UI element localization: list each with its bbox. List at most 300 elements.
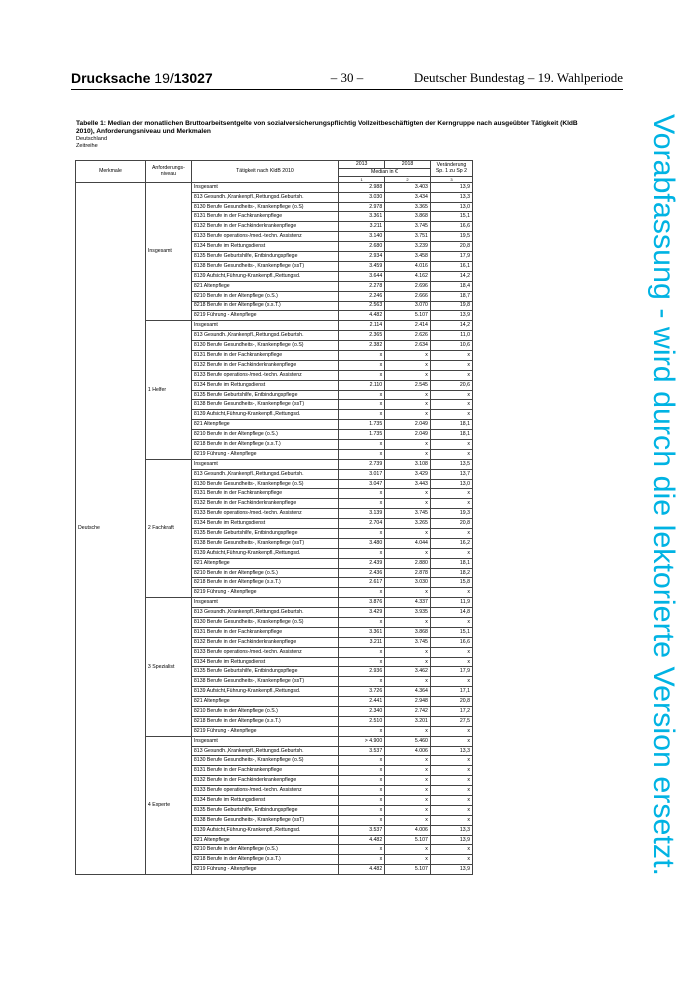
value-2013-cell: 3.361 [339,212,385,222]
value-2018-cell: 3.745 [385,222,431,232]
change-cell: x [430,845,472,855]
change-cell: x [430,776,472,786]
activity-cell: 8139 Aufsicht,Führung-Krankenpfl.,Rettungsd. [191,687,338,697]
change-cell: 14,8 [430,608,472,618]
header-change: Veränderung Sp. 1 zu Sp 2 [430,161,472,177]
change-cell: 14,2 [430,321,472,331]
value-2018-cell: 3.868 [385,212,431,222]
value-2018-cell: x [385,776,431,786]
value-2013-cell: x [339,805,385,815]
value-2013-cell: 3.361 [339,627,385,637]
value-2013-cell: x [339,657,385,667]
change-cell: x [430,805,472,815]
header-col-1: 1 [339,176,385,182]
value-2018-cell: x [385,499,431,509]
change-cell: 13,3 [430,825,472,835]
value-2013-cell: 3.030 [339,192,385,202]
value-2013-cell: 2.936 [339,667,385,677]
value-2018-cell: 3.462 [385,667,431,677]
value-2013-cell: x [339,499,385,509]
value-2013-cell: 2.978 [339,202,385,212]
value-2013-cell: 1.735 [339,430,385,440]
activity-cell: 8130 Berufe Gesundheits-, Krankenpflege (o.S) [191,202,338,212]
value-2013-cell: x [339,766,385,776]
header-year-2013: 2013 [339,161,385,169]
change-cell: 18,1 [430,430,472,440]
value-2013-cell: 2.382 [339,341,385,351]
change-cell: 17,9 [430,667,472,677]
value-2018-cell: 4.364 [385,687,431,697]
activity-cell: 8135 Berufe Geburtshilfe, Entbindungspflege [191,667,338,677]
change-cell: x [430,647,472,657]
activity-cell: 8218 Berufe in der Altenpflege (s.s.T.) [191,301,338,311]
value-2018-cell: 5.107 [385,311,431,321]
value-2018-cell: x [385,845,431,855]
activity-cell: 8138 Berufe Gesundheits-, Krankenpflege (ssT) [191,677,338,687]
value-2018-cell: x [385,796,431,806]
value-2013-cell: 2.680 [339,242,385,252]
change-cell: x [430,360,472,370]
table-title: Tabelle 1: Median der monatlichen Bruttoarbeitsentgelte von sozialversicherungspflichtig Vollzeitbeschäftigten der Kerngruppe nach ausgeübter Tätigkeit (KldB 2010), Anforderungsniveau und Merkmalen [76,120,578,135]
change-cell: x [430,400,472,410]
value-2018-cell: x [385,370,431,380]
activity-cell: Insgesamt [191,182,338,192]
change-cell: 13,9 [430,182,472,192]
value-2013-cell: 2.365 [339,331,385,341]
activity-cell: 813 Gesundh.,Krankenpfl.,Rettungsd.Geburtsh. [191,746,338,756]
value-2013-cell: x [339,677,385,687]
change-cell: x [430,756,472,766]
change-cell: 19,8 [430,301,472,311]
activity-cell: 8133 Berufe operations-/med.-techn. Assistenz [191,647,338,657]
change-cell: 16,1 [430,261,472,271]
activity-cell: 8130 Berufe Gesundheits-, Krankenpflege (o.S) [191,618,338,628]
value-2018-cell: x [385,618,431,628]
value-2018-cell: 4.016 [385,261,431,271]
header-merkmale: Merkmale [76,161,146,183]
activity-cell: 8130 Berufe Gesundheits-, Krankenpflege (o.S) [191,756,338,766]
activity-cell: 8132 Berufe in der Fachkinderkrankenpflege [191,222,338,232]
change-cell: 14,2 [430,271,472,281]
value-2013-cell: 3.017 [339,469,385,479]
level-cell: Insgesamt [145,182,191,320]
page-header [71,64,623,90]
change-cell: 13,7 [430,469,472,479]
drucksache-label: Drucksache 19/13027 [71,70,213,86]
value-2018-cell: x [385,786,431,796]
activity-cell: 8138 Berufe Gesundheits-, Krankenpflege (ssT) [191,815,338,825]
activity-cell: 8210 Berufe in der Altenpflege (o.S.) [191,707,338,717]
value-2018-cell: 2.742 [385,707,431,717]
change-cell: 17,2 [430,707,472,717]
activity-cell: 8134 Berufe im Rettungsdienst [191,519,338,529]
change-cell: 16,2 [430,538,472,548]
value-2013-cell: x [339,618,385,628]
value-2018-cell: 2.666 [385,291,431,301]
change-cell: x [430,796,472,806]
value-2018-cell: 2.696 [385,281,431,291]
value-2018-cell: x [385,350,431,360]
change-cell: x [430,786,472,796]
value-2018-cell: 3.745 [385,509,431,519]
level-cell: 4 Experte [145,736,191,874]
value-2018-cell: x [385,400,431,410]
value-2018-cell: 2.880 [385,558,431,568]
value-2018-cell: 3.201 [385,716,431,726]
change-cell: 20,8 [430,697,472,707]
activity-cell: 8133 Berufe operations-/med.-techn. Assistenz [191,232,338,242]
activity-cell: 8210 Berufe in der Altenpflege (o.S.) [191,568,338,578]
value-2013-cell: x [339,439,385,449]
change-cell: x [430,439,472,449]
value-2018-cell: 3.403 [385,182,431,192]
value-2013-cell: 2.278 [339,281,385,291]
activity-cell: Insgesamt [191,459,338,469]
value-2018-cell: 2.545 [385,380,431,390]
table-body [76,182,473,874]
activity-cell: 8219 Führung - Altenpflege [191,311,338,321]
activity-cell: 821 Altenpflege [191,558,338,568]
value-2013-cell: 1.735 [339,420,385,430]
change-cell: x [430,548,472,558]
activity-cell: 8218 Berufe in der Altenpflege (s.s.T.) [191,855,338,865]
value-2018-cell: 3.108 [385,459,431,469]
value-2013-cell: 2.114 [339,321,385,331]
activity-cell: 8132 Berufe in der Fachkinderkrankenpflege [191,360,338,370]
change-cell: x [430,766,472,776]
level-cell: 1 Helfer [145,321,191,459]
activity-cell: 8210 Berufe in der Altenpflege (o.S.) [191,845,338,855]
level-cell: 3 Spezialist [145,598,191,736]
value-2013-cell: x [339,410,385,420]
watermark-text: Vorabfassung - wird durch die lektorierte Version ersetzt. [647,114,680,867]
value-2018-cell: x [385,360,431,370]
activity-cell: Insgesamt [191,736,338,746]
value-2018-cell: x [385,815,431,825]
activity-cell: 821 Altenpflege [191,697,338,707]
activity-cell: 813 Gesundh.,Krankenpfl.,Rettungsd.Geburtsh. [191,608,338,618]
value-2013-cell: 2.436 [339,568,385,578]
value-2018-cell: 3.458 [385,252,431,262]
activity-cell: 8131 Berufe in der Fachkrankenpflege [191,212,338,222]
value-2018-cell: 4.006 [385,746,431,756]
change-cell: 11,9 [430,598,472,608]
change-cell: 13,3 [430,192,472,202]
value-2018-cell: x [385,410,431,420]
activity-cell: 8138 Berufe Gesundheits-, Krankenpflege (ssT) [191,538,338,548]
value-2018-cell: 3.434 [385,192,431,202]
value-2013-cell: 3.644 [339,271,385,281]
activity-cell: 813 Gesundh.,Krankenpfl.,Rettungsd.Geburtsh. [191,192,338,202]
value-2018-cell: 3.030 [385,578,431,588]
activity-cell: 8133 Berufe operations-/med.-techn. Assistenz [191,370,338,380]
value-2013-cell: 3.537 [339,825,385,835]
value-2013-cell: 3.211 [339,222,385,232]
change-cell: 13,3 [430,746,472,756]
activity-cell: 8210 Berufe in der Altenpflege (o.S.) [191,291,338,301]
value-2018-cell: x [385,677,431,687]
value-2018-cell: x [385,588,431,598]
change-cell: 16,6 [430,222,472,232]
value-2018-cell: 5.460 [385,736,431,746]
activity-cell: 8219 Führung - Altenpflege [191,588,338,598]
value-2018-cell: 3.365 [385,202,431,212]
value-2013-cell: 3.876 [339,598,385,608]
value-2018-cell: 3.745 [385,637,431,647]
change-cell: 13,0 [430,202,472,212]
change-cell: x [430,736,472,746]
change-cell: 13,0 [430,479,472,489]
value-2018-cell: 3.265 [385,519,431,529]
value-2013-cell: x [339,390,385,400]
activity-cell: 8219 Führung - Altenpflege [191,449,338,459]
value-2018-cell: x [385,647,431,657]
merkmal-cell: Deutsche [76,182,146,874]
value-2013-cell: 2.617 [339,578,385,588]
activity-cell: 8139 Aufsicht,Führung-Krankenpfl.,Rettungsd. [191,548,338,558]
header-year-2018: 2018 [385,161,431,169]
value-2018-cell: 5.107 [385,835,431,845]
activity-cell: 8134 Berufe im Rettungsdienst [191,242,338,252]
value-2018-cell: 4.044 [385,538,431,548]
activity-cell: 813 Gesundh.,Krankenpfl.,Rettungsd.Geburtsh. [191,469,338,479]
change-cell: 20,8 [430,242,472,252]
value-2013-cell: 2.340 [339,707,385,717]
header-rule [71,89,623,90]
change-cell: 13,9 [430,835,472,845]
value-2013-cell: x [339,528,385,538]
value-2013-cell: 3.537 [339,746,385,756]
value-2013-cell: 2.704 [339,519,385,529]
activity-cell: 8135 Berufe Geburtshilfe, Entbindungspflege [191,390,338,400]
activity-cell: 8218 Berufe in der Altenpflege (s.s.T.) [191,439,338,449]
value-2018-cell: x [385,390,431,400]
draft-watermark [642,112,697,882]
change-cell: 27,5 [430,716,472,726]
change-cell: 18,1 [430,420,472,430]
change-cell: x [430,410,472,420]
change-cell: x [430,489,472,499]
header-taetigkeit: Tätigkeit nach KldB 2010 [191,161,338,183]
value-2018-cell: x [385,805,431,815]
value-2013-cell: > 4.900 [339,736,385,746]
value-2018-cell: 3.935 [385,608,431,618]
header-col-2: 2 [385,176,431,182]
change-cell: x [430,588,472,598]
change-cell: 17,1 [430,687,472,697]
value-2018-cell: 3.868 [385,627,431,637]
change-cell: 15,1 [430,212,472,222]
activity-cell: 8133 Berufe operations-/med.-techn. Assistenz [191,786,338,796]
change-cell: 18,2 [430,568,472,578]
change-cell: x [430,815,472,825]
change-cell: 13,9 [430,311,472,321]
activity-cell: 8138 Berufe Gesundheits-, Krankenpflege (ssT) [191,400,338,410]
activity-cell: 8134 Berufe im Rettungsdienst [191,380,338,390]
value-2018-cell: 4.006 [385,825,431,835]
value-2013-cell: x [339,489,385,499]
value-2013-cell: x [339,370,385,380]
change-cell: 13,5 [430,459,472,469]
activity-cell: 821 Altenpflege [191,420,338,430]
activity-cell: 8130 Berufe Gesundheits-, Krankenpflege (o.S) [191,341,338,351]
value-2013-cell: x [339,845,385,855]
value-2018-cell: 4.337 [385,598,431,608]
value-2013-cell: 4.482 [339,311,385,321]
change-cell: 17,9 [430,252,472,262]
value-2018-cell: 2.948 [385,697,431,707]
value-2018-cell: 2.878 [385,568,431,578]
activity-cell: 8135 Berufe Geburtshilfe, Entbindungspflege [191,805,338,815]
value-2018-cell: x [385,766,431,776]
activity-cell: 8131 Berufe in der Fachkrankenpflege [191,350,338,360]
change-cell: 18,7 [430,291,472,301]
value-2018-cell: x [385,657,431,667]
page-number: – 30 – [330,70,364,85]
change-cell: x [430,449,472,459]
activity-cell: 8132 Berufe in der Fachkinderkrankenpflege [191,637,338,647]
value-2018-cell: 3.443 [385,479,431,489]
value-2018-cell: 2.626 [385,331,431,341]
value-2013-cell: 2.510 [339,716,385,726]
activity-cell: 8131 Berufe in der Fachkrankenpflege [191,627,338,637]
value-2013-cell: 4.482 [339,835,385,845]
value-2018-cell: x [385,449,431,459]
change-cell: 19,5 [430,232,472,242]
change-cell: x [430,370,472,380]
change-cell: 18,1 [430,558,472,568]
change-cell: 18,4 [430,281,472,291]
change-cell: x [430,677,472,687]
value-2013-cell: 3.047 [339,479,385,489]
change-cell: 13,9 [430,865,472,875]
activity-cell: 8218 Berufe in der Altenpflege (s.s.T.) [191,578,338,588]
value-2018-cell: x [385,528,431,538]
table-row [76,182,473,192]
value-2013-cell: 2.563 [339,301,385,311]
value-2018-cell: 3.070 [385,301,431,311]
value-2013-cell: 4.482 [339,865,385,875]
header-col-3: 3 [430,176,472,182]
value-2013-cell: x [339,756,385,766]
change-cell: x [430,528,472,538]
value-2013-cell: x [339,400,385,410]
value-2013-cell: x [339,815,385,825]
activity-cell: 8133 Berufe operations-/med.-techn. Assistenz [191,509,338,519]
value-2018-cell: x [385,726,431,736]
change-cell: x [430,855,472,865]
value-2013-cell: x [339,726,385,736]
change-cell: 15,1 [430,627,472,637]
level-cell: 2 Fachkraft [145,459,191,597]
value-2018-cell: 2.634 [385,341,431,351]
value-2013-cell: 3.480 [339,538,385,548]
activity-cell: 8139 Aufsicht,Führung-Krankenpfl.,Rettungsd. [191,410,338,420]
value-2013-cell: x [339,449,385,459]
table-region: Deutschland [76,136,108,142]
change-cell: x [430,618,472,628]
activity-cell: 8135 Berufe Geburtshilfe, Entbindungspflege [191,528,338,538]
value-2013-cell: 2.441 [339,697,385,707]
header-median: Median in € [339,168,431,176]
value-2018-cell: 3.751 [385,232,431,242]
value-2013-cell: x [339,588,385,598]
change-cell: x [430,390,472,400]
value-2018-cell: 5.107 [385,865,431,875]
institution-label: Deutscher Bundestag – 19. Wahlperiode [413,70,623,85]
value-2018-cell: x [385,489,431,499]
value-2013-cell: x [339,796,385,806]
activity-cell: 8132 Berufe in der Fachkinderkrankenpflege [191,499,338,509]
activity-cell: 8219 Führung - Altenpflege [191,865,338,875]
value-2013-cell: x [339,647,385,657]
value-2013-cell: x [339,776,385,786]
value-2013-cell: 3.459 [339,261,385,271]
change-cell: 11,0 [430,331,472,341]
activity-cell: 8135 Berufe Geburtshilfe, Entbindungspflege [191,252,338,262]
activity-cell: 8134 Berufe im Rettungsdienst [191,796,338,806]
table-caption [76,120,596,150]
activity-cell: 821 Altenpflege [191,835,338,845]
value-2013-cell: 2.739 [339,459,385,469]
activity-cell: Insgesamt [191,321,338,331]
value-2013-cell: 2.246 [339,291,385,301]
value-2013-cell: 2.934 [339,252,385,262]
change-cell: 20,8 [430,519,472,529]
activity-cell: 8138 Berufe Gesundheits-, Krankenpflege (ssT) [191,261,338,271]
value-2013-cell: 2.439 [339,558,385,568]
value-2013-cell: 2.110 [339,380,385,390]
value-2013-cell: x [339,548,385,558]
value-2013-cell: 3.139 [339,509,385,519]
value-2018-cell: 2.414 [385,321,431,331]
change-cell: x [430,726,472,736]
activity-cell: 8210 Berufe in der Altenpflege (o.S.) [191,430,338,440]
activity-cell: 8131 Berufe in der Fachkrankenpflege [191,766,338,776]
change-cell: 16,6 [430,637,472,647]
value-2013-cell: 3.726 [339,687,385,697]
activity-cell: 821 Altenpflege [191,281,338,291]
value-2018-cell: 3.429 [385,469,431,479]
change-cell: 10,6 [430,341,472,351]
activity-cell: 8139 Aufsicht,Führung-Krankenpfl.,Rettungsd. [191,825,338,835]
value-2018-cell: x [385,548,431,558]
activity-cell: 8219 Führung - Altenpflege [191,726,338,736]
value-2018-cell: x [385,439,431,449]
value-2013-cell: x [339,786,385,796]
watermark-svg [642,112,697,882]
activity-cell: 8139 Aufsicht,Führung-Krankenpfl.,Rettungsd. [191,271,338,281]
value-2013-cell: x [339,360,385,370]
value-2013-cell: 3.140 [339,232,385,242]
change-cell: x [430,657,472,667]
change-cell: 19,3 [430,509,472,519]
value-2013-cell: x [339,855,385,865]
value-2018-cell: 3.239 [385,242,431,252]
change-cell: 15,8 [430,578,472,588]
table-period: Zeitreihe [76,142,98,149]
value-2018-cell: x [385,855,431,865]
activity-cell: 8132 Berufe in der Fachkinderkrankenpflege [191,776,338,786]
wage-table [75,160,473,875]
value-2013-cell: 2.988 [339,182,385,192]
change-cell: x [430,499,472,509]
value-2013-cell: 3.429 [339,608,385,618]
value-2018-cell: 2.049 [385,430,431,440]
header-anforderungsniveau: Anforderungs-niveau [145,161,191,183]
activity-cell: 8131 Berufe in der Fachkrankenpflege [191,489,338,499]
value-2013-cell: 3.211 [339,637,385,647]
